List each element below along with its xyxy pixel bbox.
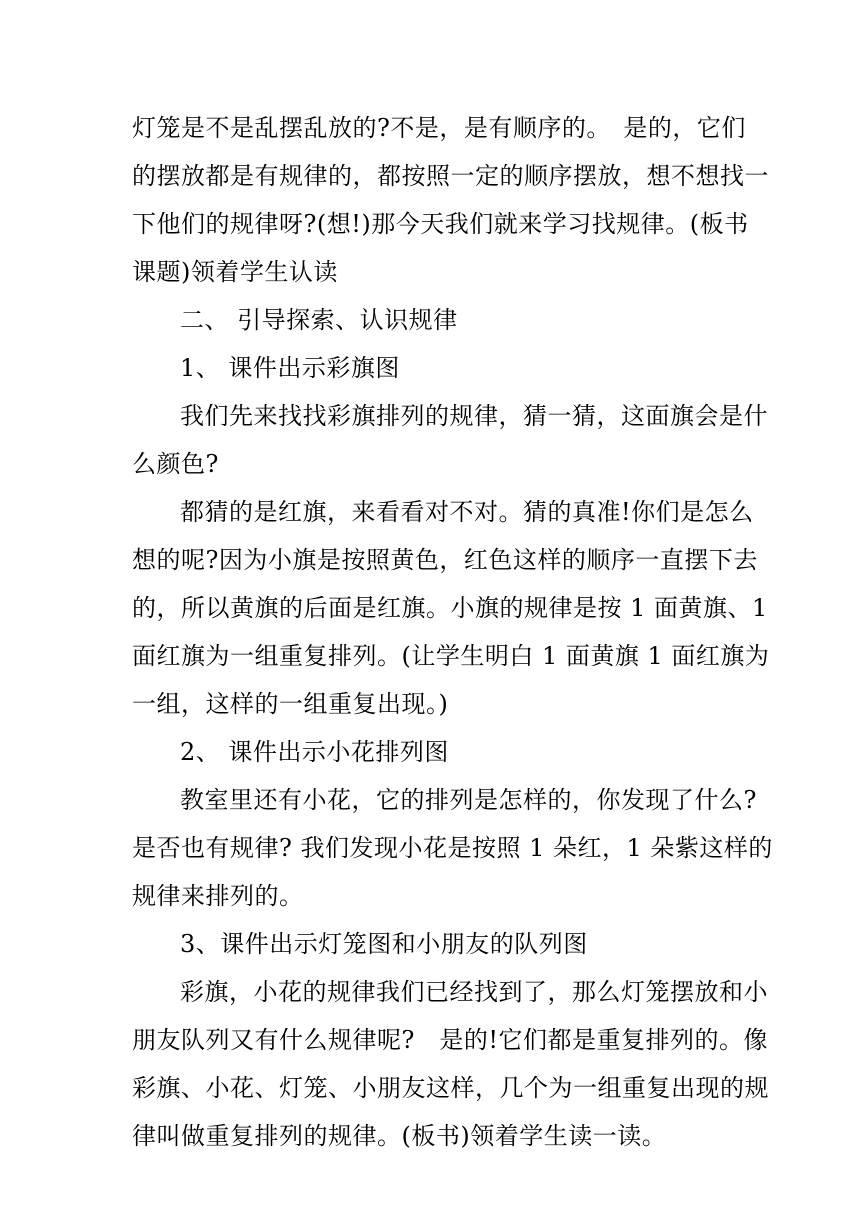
- subsection-heading: 3、课件出示灯笼图和小朋友的队列图: [180, 930, 588, 958]
- text-line: 的，所以黄旗的后面是红旗。小旗的规律是按 1 面黄旗、1: [132, 594, 768, 622]
- text-line: 一组，这样的一组重复出现。): [132, 690, 449, 718]
- text-line: 面红旗为一组重复排列。(让学生明白 1 面黄旗 1 面红旗为: [132, 642, 770, 670]
- section-heading: 二、 引导探索、认识规律: [180, 306, 458, 334]
- text-line: 的摆放都是有规律的，都按照一定的顺序摆放，想不想找一: [132, 162, 769, 190]
- text-line: 彩旗、小花、灯笼、小朋友这样，几个为一组重复出现的规: [132, 1074, 769, 1102]
- text-line: 都猜的是红旗，来看看对不对。猜的真准!你们是怎么: [180, 498, 754, 526]
- text-line: 律叫做重复排列的规律。(板书)领着学生读一读。: [132, 1122, 667, 1150]
- text-line: 彩旗，小花的规律我们已经找到了，那么灯笼摆放和小: [180, 978, 768, 1006]
- text-line: 么颜色?: [132, 450, 219, 478]
- text-line: 规律来排列的。: [132, 882, 304, 910]
- text-line: 教室里还有小花，它的排列是怎样的，你发现了什么?: [180, 786, 757, 814]
- body-text: [132, 104, 773, 1160]
- text-line: 是否也有规律? 我们发现小花是按照 1 朵红，1 朵紫这样的: [132, 834, 773, 862]
- text-line: 灯笼是不是乱摆乱放的?不是，是有顺序的。 是的，它们: [132, 114, 746, 142]
- text-line: 课题)领着学生认读: [132, 258, 338, 286]
- text-line: 朋友队列又有什么规律呢? 是的!它们都是重复排列的。像: [132, 1026, 769, 1054]
- subsection-heading: 1、 课件出示彩旗图: [180, 354, 400, 382]
- text-line: 想的呢?因为小旗是按照黄色，红色这样的顺序一直摆下去: [132, 546, 758, 574]
- text-line: 下他们的规律呀?(想!)那今天我们就来学习找规律。(板书: [132, 210, 749, 238]
- subsection-heading: 2、 课件出示小花排列图: [180, 738, 449, 766]
- text-line: 我们先来找找彩旗排列的规律，猜一猜，这面旗会是什: [180, 402, 768, 430]
